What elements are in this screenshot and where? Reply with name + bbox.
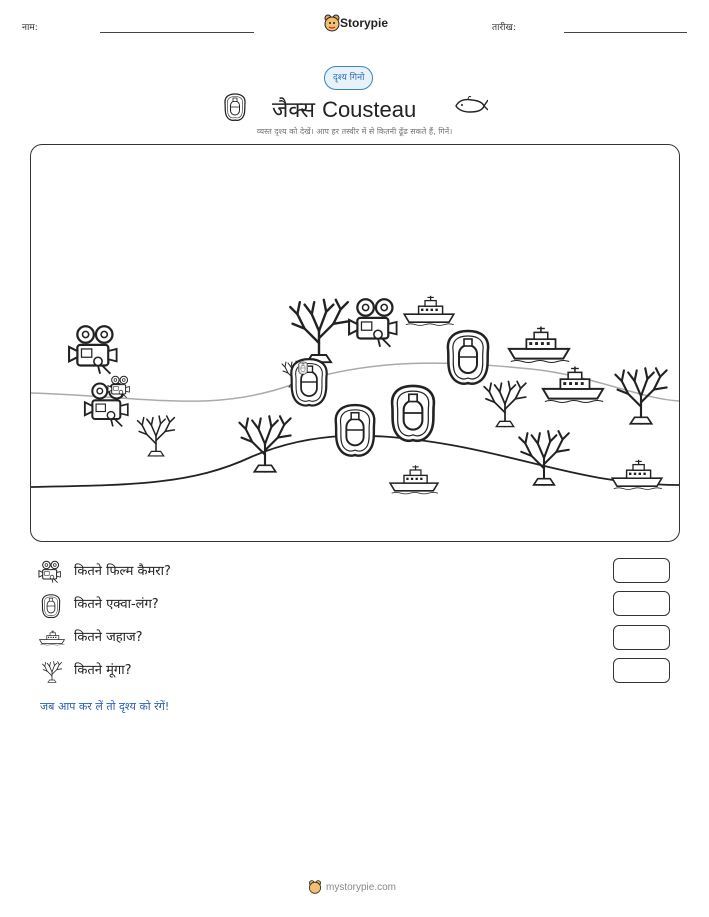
coral — [138, 416, 175, 456]
date-label: तारीख: — [492, 23, 516, 33]
coral — [615, 368, 666, 423]
ship — [404, 296, 454, 326]
film-camera — [69, 326, 117, 374]
title-hindi: जैक्स — [272, 98, 316, 123]
name-label: नाम: — [22, 23, 38, 33]
film-camera-icon — [38, 560, 66, 584]
footer-url[interactable]: mystorypie.com — [326, 882, 397, 893]
coral — [239, 416, 290, 471]
answer-box-aqualung[interactable] — [613, 591, 670, 616]
aqualung-icon — [40, 593, 62, 619]
answer-box-coral[interactable] — [613, 658, 670, 683]
aqualung-icon — [222, 92, 248, 122]
count-scene — [30, 144, 680, 542]
date-field[interactable] — [564, 32, 687, 33]
film-camera — [349, 299, 397, 347]
brand-name: Storypie — [340, 16, 389, 30]
aqualung — [392, 386, 434, 441]
coral — [519, 431, 569, 485]
answer-box-film-camera[interactable] — [613, 558, 670, 583]
aqualung — [336, 405, 375, 456]
aqualung — [448, 331, 488, 384]
question-film-camera: कितने फिल्म कैमरा? — [74, 564, 171, 579]
storypie-logo-icon — [322, 13, 342, 33]
question-ship: कितने जहाज? — [74, 630, 143, 645]
scene-drawing — [31, 145, 679, 541]
coral — [290, 300, 348, 362]
question-aqualung: कितने एक्वा-लंग? — [74, 597, 159, 612]
topic-pill: दृश्य गिनो — [324, 66, 373, 90]
page-title — [272, 94, 416, 124]
question-coral: कितने मूंगा? — [74, 663, 132, 678]
answer-box-ship[interactable] — [613, 625, 670, 650]
aqualung — [298, 362, 307, 374]
title-english: Cousteau — [322, 97, 417, 122]
color-instruction: जब आप कर लें तो दृश्य को रंगें! — [40, 700, 170, 713]
instructions-subtitle: व्यस्त दृश्य को देखें। आप हर तस्वीर में से कितनी ढूँढ सकते हैं, गिनें। — [256, 127, 453, 136]
name-field[interactable] — [100, 32, 254, 33]
aqualung — [291, 359, 326, 405]
whale-icon — [454, 94, 488, 116]
coral — [484, 381, 526, 426]
storypie-footer-icon — [307, 879, 323, 895]
ship-icon — [38, 628, 66, 648]
coral-icon — [40, 659, 64, 685]
ship — [390, 465, 438, 494]
ship — [612, 460, 662, 490]
ship — [509, 327, 569, 363]
